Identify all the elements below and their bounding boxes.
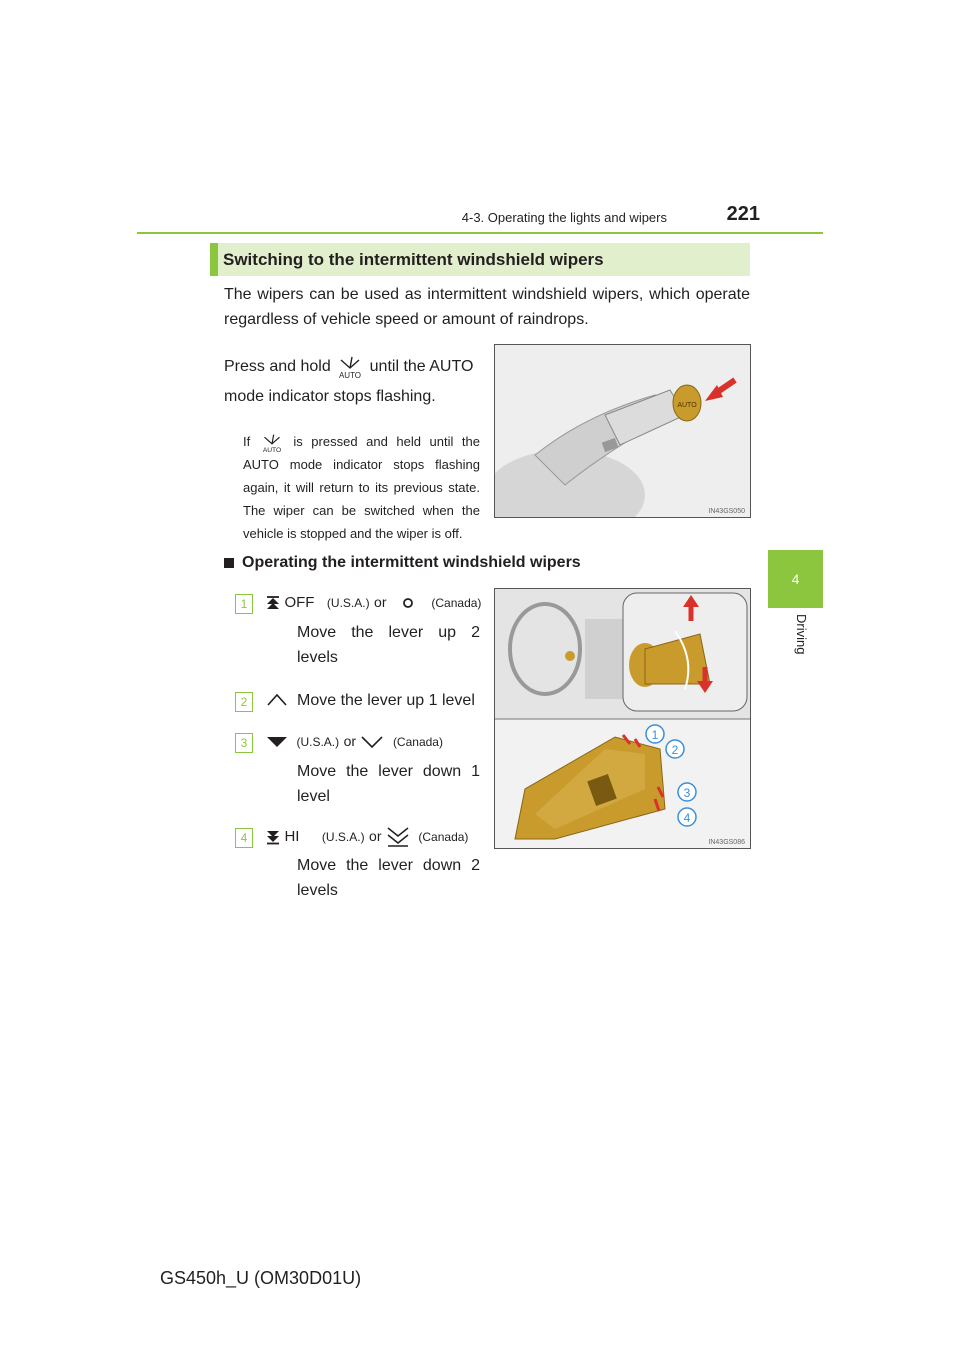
svg-text:2: 2	[671, 743, 679, 757]
step-1-usa-note: (U.S.A.)	[326, 596, 370, 610]
section-heading: 4-3. Operating the lights and wipers	[461, 210, 667, 225]
step-4-usa-note: (U.S.A.)	[321, 830, 365, 845]
step-2-text: Move the lever up 1 level	[297, 692, 475, 709]
section-title-accent	[210, 243, 218, 276]
step-1-switch-labels	[266, 594, 481, 612]
section-title: Switching to the intermittent windshield wipers	[223, 250, 604, 269]
bullet-square-icon	[224, 558, 234, 568]
wiper-lever-auto-photo	[494, 344, 751, 518]
press-text-before: Press and hold	[224, 358, 331, 375]
wiper-lever-positions-illustration	[495, 589, 750, 848]
page-number: 221	[726, 203, 760, 225]
double-up-arrow-icon	[266, 595, 280, 611]
note-paragraph	[243, 430, 480, 545]
figure2-code: IN43GS086	[708, 839, 745, 846]
step-3-canada-note: (Canada)	[392, 735, 443, 749]
down-triangle-outline-icon	[360, 735, 384, 749]
svg-text:3: 3	[683, 786, 691, 800]
model-code-footer: GS450h_U (OM30D01U)	[160, 1268, 362, 1288]
step-1-canada-note: (Canada)	[431, 596, 482, 610]
intro-paragraph: The wipers can be used as intermittent windshield wipers, which operate regardless of vehicle speed or amount of raindrops.	[224, 286, 750, 328]
step-4-text: Move the lever down 2 levels	[297, 857, 480, 899]
off-circle-icon	[395, 597, 421, 609]
chapter-number: 4	[791, 571, 800, 587]
up-triangle-outline-icon	[266, 692, 288, 708]
figure1-code: IN43GS050	[708, 508, 745, 515]
step-4-or: or	[369, 828, 382, 845]
down-triangle-filled-icon	[266, 735, 288, 749]
step-number-3: 3	[235, 733, 253, 753]
note-text-before: If	[243, 434, 251, 449]
step-1-text: Move the lever up 2 levels	[297, 624, 480, 666]
auto-wiper-icon	[259, 433, 285, 453]
figure2-callout-3	[678, 783, 696, 801]
step-3-switch-labels	[266, 733, 443, 751]
header-rule	[137, 232, 823, 234]
subsection-heading: Operating the intermittent windshield wipers	[224, 554, 581, 572]
step-number-1: 1	[235, 594, 253, 614]
press-instruction	[224, 352, 482, 412]
step-4-switch-labels	[266, 826, 468, 848]
chapter-tab[interactable]	[768, 550, 823, 608]
step-3-usa-note: (U.S.A.)	[296, 735, 340, 749]
svg-text:4: 4	[683, 811, 691, 825]
step-3-text: Move the lever down 1 level	[297, 763, 480, 805]
note-text-after: is pressed and held until the AUTO mode indicator stops flashing again, it will return to its previous state. The wiper can be switched when the vehicle is stopped and the wiper is off.	[243, 434, 480, 541]
step-3-or: or	[343, 733, 357, 749]
press-text-after: until the AUTO mode indicator stops flashing.	[224, 358, 474, 405]
auto-wiper-icon	[335, 355, 365, 379]
step-1-usa-label: OFF	[284, 594, 315, 611]
svg-text:AUTO: AUTO	[677, 402, 697, 409]
chapter-label: Driving	[794, 614, 809, 655]
step-number-4: 4	[235, 828, 253, 848]
figure2-callout-1	[646, 725, 664, 743]
step-1-or: or	[374, 594, 387, 610]
svg-text:AUTO: AUTO	[339, 370, 362, 379]
svg-text:AUTO: AUTO	[262, 446, 281, 453]
step-number-2: 2	[235, 692, 253, 712]
double-down-arrow-icon	[266, 829, 280, 845]
step-4-usa-label: HI	[284, 828, 300, 846]
figure2-callout-4	[678, 808, 696, 826]
svg-text:1: 1	[651, 728, 659, 742]
wiper-lever-illustration	[495, 345, 750, 517]
step-4-canada-note: (Canada)	[418, 830, 469, 845]
figure2-callout-2	[666, 740, 684, 758]
wiper-lever-positions-photo	[494, 588, 751, 849]
double-down-outline-icon	[386, 826, 410, 848]
